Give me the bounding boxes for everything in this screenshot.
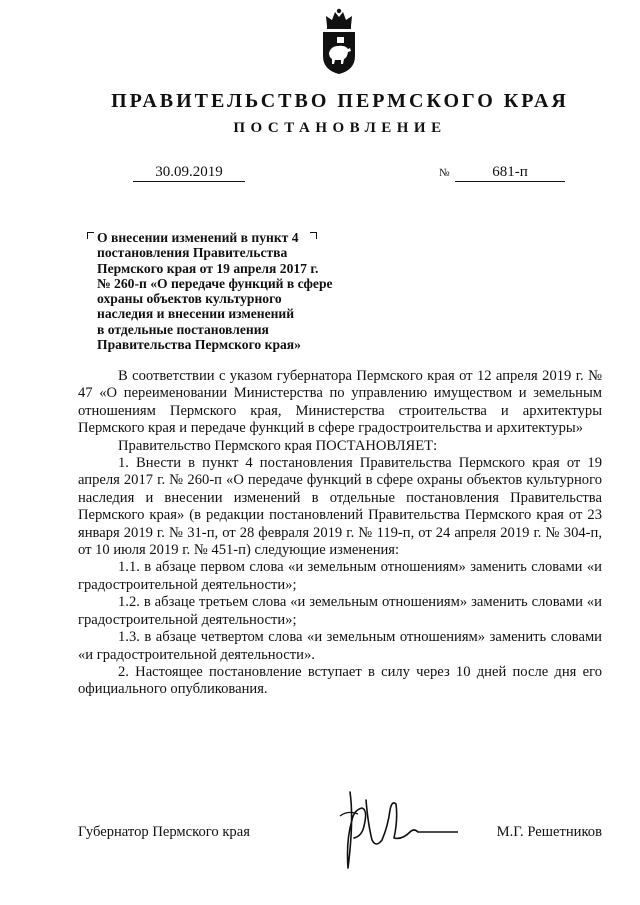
item-1-3-paragraph: 1.3. в абзаце четвертом слова «и земельным отношениям» заменить словами «и градостроительной деятельности». <box>78 629 602 663</box>
signatory-name: М.Г. Решетников <box>496 824 602 840</box>
item-2-paragraph: 2. Настоящее постановление вступает в силу через 10 дней после дня его официального опубликования. <box>78 663 602 698</box>
signatory-title: Губернатор Пермского края <box>78 824 250 840</box>
handwritten-signature-icon <box>318 780 458 875</box>
perm-krai-coat-of-arms-icon <box>318 6 360 76</box>
preamble-paragraph: В соответствии с указом губернатора Пермского края от 12 апреля 2019 г. № 47 «О переименовании Министерства по управлению имуществом и земельным отношениям Пермского края, Министерства строительства и архитектуры Пермского края и передаче функций в сфере градостроительства и архитектуры» <box>78 368 602 437</box>
document-body <box>78 368 602 699</box>
number-label: № <box>439 167 450 179</box>
item-1-paragraph: 1. Внести в пункт 4 постановления Правительства Пермского края от 19 апреля 2017 г. № 260-п «О передаче функций в сфере охраны объектов культурного наследия и внесении изменений в отдельные постановления Правительства Пермского края» (в редакции постановлений Правительства Пермского края от 23 января 2019 г. № 31-п, от 28 февраля 2019 г. № 119-п, от 24 апреля 2019 г. № 304-п, от 10 июля 2019 г. № 451-п) следующие изменения: <box>78 455 602 559</box>
subject-corner-left <box>87 232 94 239</box>
document-number: 681-п <box>455 164 565 182</box>
item-1-1-paragraph: 1.1. в абзаце первом слова «и земельным отношениям» заменить словами «и градостроительной деятельности»; <box>78 559 602 593</box>
government-name: ПРАВИТЕЛЬСТВО ПЕРМСКОГО КРАЯ <box>111 90 569 112</box>
document-date: 30.09.2019 <box>133 164 245 182</box>
document-subject: О внесении изменений в пункт 4 постановления Правительства Пермского края от 19 апреля 2017 г. № 260-п «О передаче функций в сфере охраны объектов культурного наследия и внесении изменений в отдельные постановления Правительства Пермского края» <box>97 230 333 353</box>
resolves-paragraph: Правительство Пермского края ПОСТАНОВЛЯЕТ: <box>118 437 438 454</box>
item-1-2-paragraph: 1.2. в абзаце третьем слова «и земельным отношениям» заменить словами «и градостроительной деятельности»; <box>78 594 602 628</box>
document-type: ПОСТАНОВЛЕНИЕ <box>233 120 447 136</box>
